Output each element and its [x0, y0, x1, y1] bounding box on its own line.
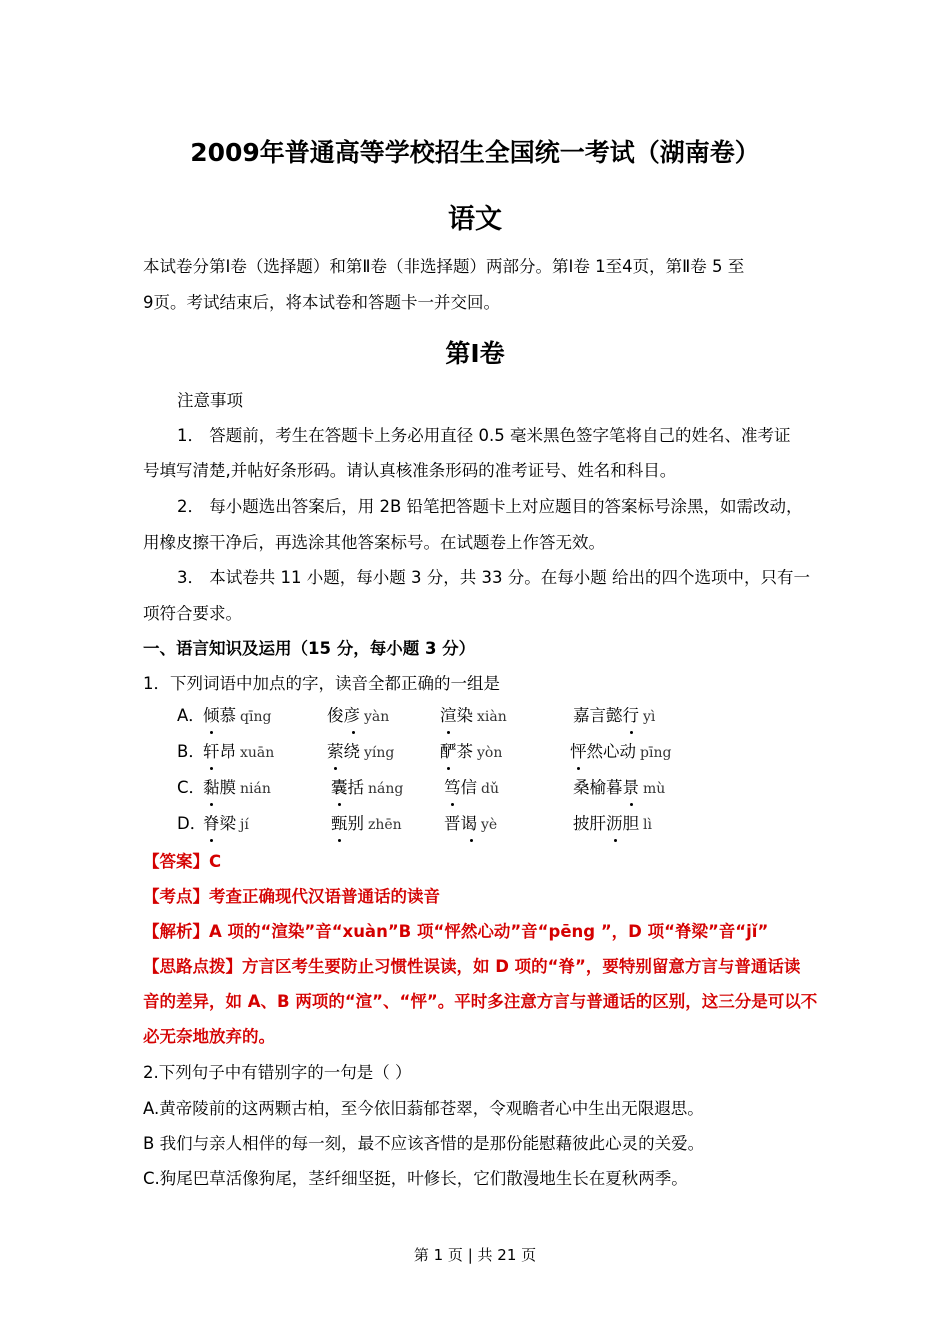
emphasis-dot	[210, 767, 213, 770]
emphasis-dot	[447, 731, 450, 734]
question-2-option-a: A.黄帝陵前的这两颗古柏，至今依旧蓊郁苍翠，令观瞻者心中生出无限遐思。	[143, 1099, 704, 1118]
option-word: 嘉言懿行 yì	[573, 706, 656, 725]
note-2-line-1: 2． 每小题选出答案后，用 2B 铅笔把答题卡上对应题目的答案标号涂黑，如需改动，	[177, 497, 803, 516]
option-label: C．	[177, 778, 206, 797]
emphasis-dot	[451, 803, 454, 806]
option-word: 披肝沥胆 lì	[573, 814, 652, 833]
option-word: 笃信 dǔ	[444, 778, 499, 797]
question-2-option-b: B 我们与亲人相伴的每一刻，最不应该吝惜的是那份能慰藉彼此心灵的关爱。	[143, 1134, 705, 1153]
notes-heading: 注意事项	[177, 391, 243, 410]
page-footer: 第 1 页 | 共 21 页	[413, 1246, 537, 1264]
emphasis-dot	[577, 767, 580, 770]
note-2-line-2: 用橡皮擦干净后，再选涂其他答案标号。在试题卷上作答无效。	[143, 533, 605, 552]
option-word: 囊括 náng	[331, 778, 404, 797]
key-point-line: 【考点】考查正确现代汉语普通话的读音	[143, 887, 440, 906]
intro-line-2: 9页。考试结束后，将本试卷和答题卡一并交回。	[143, 293, 500, 312]
option-label: A．	[177, 706, 205, 725]
option-label: B．	[177, 742, 205, 761]
option-word: 甄别 zhēn	[331, 814, 402, 833]
option-word: 渲染 xiàn	[440, 706, 507, 725]
intro-line-1: 本试卷分第Ⅰ卷（选择题）和第Ⅱ卷（非选择题）两部分。第Ⅰ卷 1至4页，第Ⅱ卷 5 至	[143, 257, 745, 276]
exam-title: 2009年普通高等学校招生全国统一考试（湖南卷）	[190, 138, 760, 167]
emphasis-dot	[210, 803, 213, 806]
note-3-line-1: 3． 本试卷共 11 小题，每小题 3 分，共 33 分。在每小题 给出的四个选项中，只有一	[177, 568, 810, 587]
subject-title: 语文	[448, 204, 502, 235]
emphasis-dot	[470, 839, 473, 842]
emphasis-dot	[210, 839, 213, 842]
note-1-line-2: 号填写清楚,并帖好条形码。请认真核准条形码的准考证号、姓名和科目。	[143, 461, 677, 480]
answer-line: 【答案】C	[143, 852, 222, 871]
option-word: 晋谒 yè	[444, 814, 498, 833]
option-word: 怦然心动 pīng	[570, 742, 672, 761]
emphasis-dot	[614, 839, 617, 842]
option-word: 黏膜 nián	[203, 778, 271, 797]
part-1-heading: 一、语言知识及运用（15 分，每小题 3 分）	[143, 639, 476, 658]
option-word: 倾慕 qīng	[203, 706, 272, 725]
emphasis-dot	[352, 731, 355, 734]
option-word: 脊梁 jí	[203, 814, 249, 833]
emphasis-dot	[447, 767, 450, 770]
question-2-option-c: C.狗尾巴草活像狗尾，茎纤细坚挺，叶修长，它们散漫地生长在夏秋两季。	[143, 1169, 688, 1188]
option-label: D．	[177, 814, 207, 833]
note-1-line-1: 1． 答题前，考生在答题卡上务必用直径 0.5 毫米黑色签字笔将自己的姓名、准考证	[177, 426, 791, 445]
emphasis-dot	[334, 767, 337, 770]
emphasis-dot	[210, 731, 213, 734]
option-word: 俊彦 yàn	[327, 706, 390, 725]
option-word: 轩昂 xuān	[203, 742, 275, 761]
tip-line-3: 必无奈地放弃的。	[143, 1027, 275, 1046]
option-word: 酽茶 yòn	[440, 742, 503, 761]
question-2-stem: 2.下列句子中有错别字的一句是（ ）	[143, 1063, 412, 1082]
emphasis-dot	[338, 803, 341, 806]
section-title: 第I卷	[445, 339, 505, 368]
note-3-line-2: 项符合要求。	[143, 604, 242, 623]
emphasis-dot	[338, 839, 341, 842]
analysis-line: 【解析】A 项的“渲染”音“xuàn”B 项“怦然心动”音“pēng ”，D 项“脊梁”音“jǐ”	[143, 922, 769, 941]
question-1-stem: 1．下列词语中加点的字，读音全都正确的一组是	[143, 674, 500, 693]
option-word: 桑榆暮景 mù	[573, 778, 666, 797]
tip-line-1: 【思路点拨】方言区考生要防止习惯性误读，如 D 项的“脊”，要特别留意方言与普通话读	[143, 957, 801, 976]
option-word: 萦绕 yíng	[327, 742, 395, 761]
emphasis-dot	[630, 803, 633, 806]
tip-line-2: 音的差异，如 A、B 两项的“渲”、“怦”。平时多注意方言与普通话的区别，这三分是可以不	[143, 992, 818, 1011]
emphasis-dot	[630, 731, 633, 734]
